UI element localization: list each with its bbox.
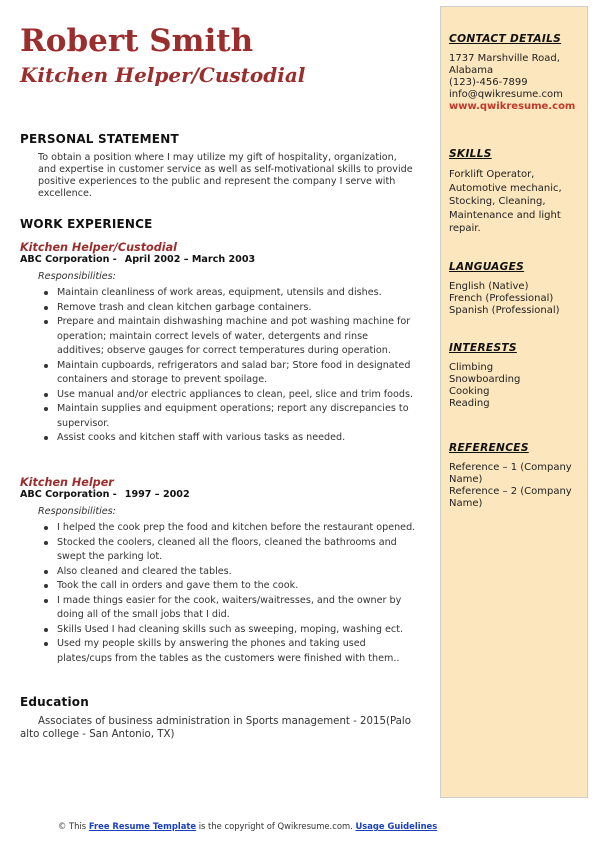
interests-heading: INTERESTS (449, 342, 517, 354)
duties-list (44, 286, 416, 446)
list-item: Used my people skills by answering the phones and taking used plates/cups from the tables as the customers were finished with them.. (44, 637, 416, 666)
list-item: Use manual and/or electric appliances to clean, peel, slice and trim foods. (44, 388, 416, 403)
skills-heading: SKILLS (449, 148, 492, 160)
footer (0, 821, 595, 831)
skills-text: Forklift Operator, Automotive mechanic, Stocking, Cleaning, Maintenance and light repair. (449, 169, 562, 234)
list-item: Reference – 2 (Company Name) (449, 486, 572, 509)
contact-details (449, 53, 584, 113)
resume-header (20, 22, 420, 88)
list-item: Reference – 1 (Company Name) (449, 462, 572, 485)
education-heading: Education (20, 695, 89, 709)
list-item: Maintain cupboards, refrigerators and salad bar; Store food in designated containers and storage to prevent spoilage. (44, 359, 416, 388)
email[interactable]: info@qwikresume.com (449, 89, 563, 100)
interests-list (449, 362, 584, 410)
personal-statement-heading: PERSONAL STATEMENT (20, 132, 179, 146)
list-item: I helped the cook prep the food and kitchen before the restaurant opened. (44, 521, 416, 536)
list-item: French (Professional) (449, 293, 554, 304)
free-resume-template-link[interactable]: Free Resume Template (88, 821, 197, 831)
list-item: Spanish (Professional) (449, 305, 560, 316)
contact-section (449, 33, 584, 113)
list-item: Prepare and maintain dishwashing machine and pot washing machine for operation; maintain correct levels of water, detergents and rinse additives; observe gauges for correct temperatures during operation. (44, 315, 416, 359)
list-item: Skills Used I had cleaning skills such as sweeping, moping, washing ect. (44, 623, 416, 638)
company-name: ABC Corporation - (20, 254, 117, 265)
list-item: Maintain supplies and equipment operations; report any discrepancies to supervisor. (44, 402, 416, 431)
list-item: Remove trash and clean kitchen garbage containers. (44, 301, 416, 316)
usage-guidelines-link[interactable]: Usage Guidelines (355, 821, 438, 831)
references-section (449, 442, 584, 510)
skills-section (449, 148, 584, 236)
languages-list (449, 281, 584, 317)
personal-statement-text: To obtain a position where I may utilize my gift of hospitality, organization, and expertise in customer service as well as self-motivational skills to provide positive experiences to the public and represent the company I serve with excellence. (38, 152, 413, 199)
work-experience-heading: WORK EXPERIENCE (20, 217, 153, 231)
interests-section (449, 342, 584, 410)
job-dates: April 2002 – March 2003 (124, 254, 256, 265)
responsibilities-label: Responsibilities: (38, 271, 116, 282)
job-company (20, 254, 420, 266)
list-item: Also cleaned and cleared the tables. (44, 565, 416, 580)
address-line2: Alabama (449, 65, 494, 76)
candidate-title: Kitchen Helper/Custodial (20, 63, 306, 87)
list-item: Stocked the coolers, cleaned all the floors, cleaned the bathrooms and swept the parking lot. (44, 536, 416, 565)
duties-list (44, 521, 416, 666)
address-line1: 1737 Marshville Road, (449, 53, 560, 64)
list-item: Assist cooks and kitchen staff with various tasks as needed. (44, 431, 416, 446)
job-entry (20, 241, 420, 446)
list-item: I made things easier for the cook, waiters/waitresses, and the owner by doing all of the small jobs that I did. (44, 594, 416, 623)
list-item: Cooking (449, 386, 490, 397)
references-list (449, 462, 584, 510)
list-item: Reading (449, 398, 490, 409)
job-company (20, 489, 420, 501)
list-item: Climbing (449, 362, 494, 373)
education-text: Associates of business administration in Sports management - 2015(Palo alto college - San Antonio, TX) (20, 716, 411, 740)
footer-middle: is the copyright of Qwikresume.com. (198, 821, 353, 831)
list-item: Took the call in orders and gave them to the cook. (44, 579, 416, 594)
languages-section (449, 261, 584, 317)
list-item: Snowboarding (449, 374, 521, 385)
phone: (123)-456-7899 (449, 77, 528, 88)
candidate-name: Robert Smith (20, 23, 254, 59)
list-item: English (Native) (449, 281, 529, 292)
sidebar (440, 6, 588, 798)
contact-heading: CONTACT DETAILS (449, 33, 562, 45)
website-link[interactable]: www.qwikresume.com (449, 101, 576, 112)
footer-prefix: © This (58, 821, 87, 831)
languages-heading: LANGUAGES (449, 261, 525, 273)
list-item: Maintain cleanliness of work areas, equipment, utensils and dishes. (44, 286, 416, 301)
company-name: ABC Corporation - (20, 489, 117, 500)
job-title: Kitchen Helper (20, 476, 114, 489)
responsibilities-label: Responsibilities: (38, 506, 116, 517)
references-heading: REFERENCES (449, 442, 529, 454)
job-title: Kitchen Helper/Custodial (20, 241, 177, 254)
job-dates: 1997 – 2002 (124, 489, 190, 500)
job-entry (20, 476, 420, 666)
